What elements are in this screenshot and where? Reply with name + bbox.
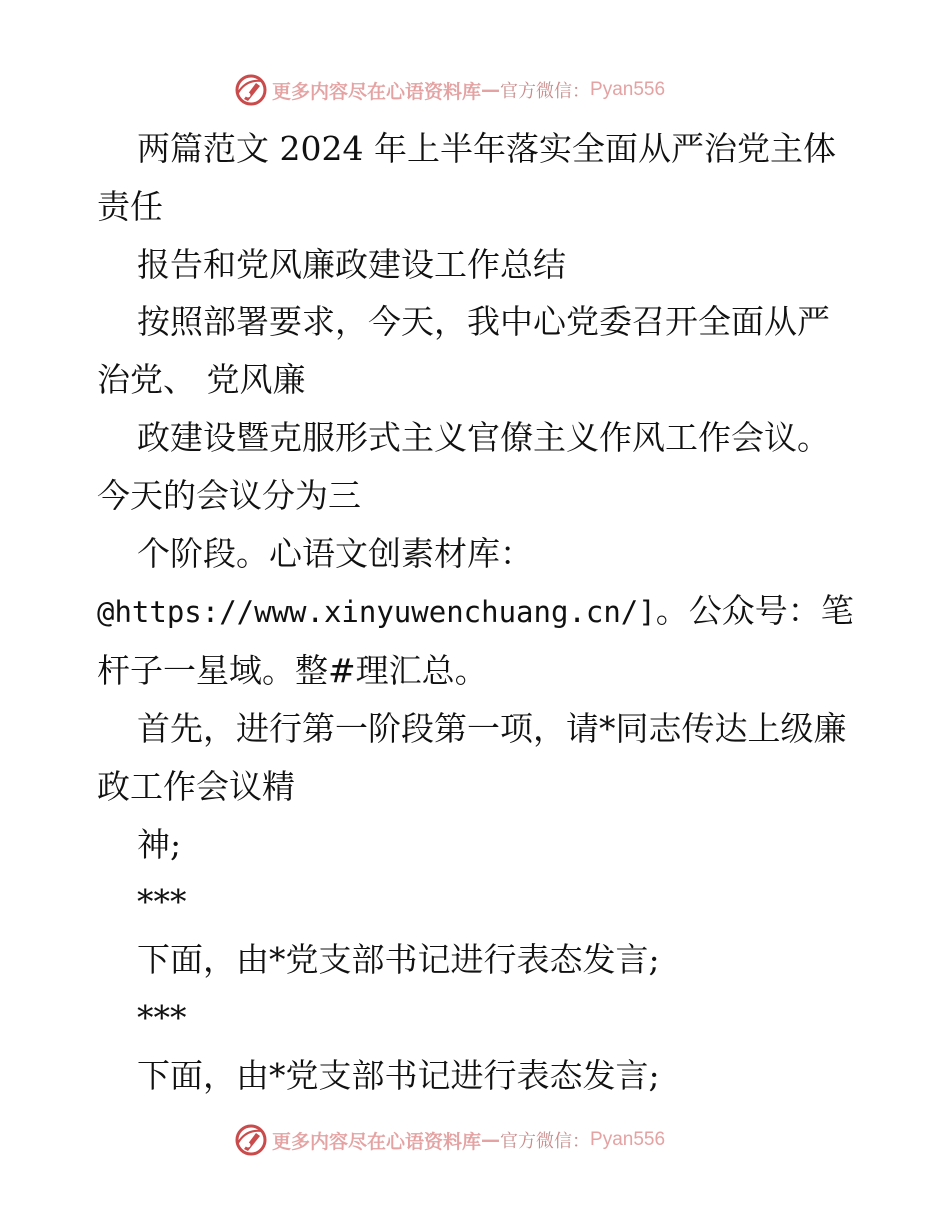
header-banner-dash: — <box>481 79 501 101</box>
paragraph-4 <box>97 1047 857 1105</box>
paragraph-1a <box>97 293 857 409</box>
footer-banner-text: 更多内容尽在心语资料库 <box>272 1130 482 1153</box>
header-banner-wechat-label: 官方微信： <box>500 81 591 102</box>
footer-banner-account: Pyan556 <box>590 1129 666 1150</box>
paragraph-1c-suffix: 。公众号：笔杆子一星域。整#理汇总。 <box>97 591 854 691</box>
paragraph-1c <box>97 525 857 700</box>
title-line-2: 报告和党风廉政建设工作总结 <box>137 244 566 284</box>
source-url-link[interactable]: @https://www.xinyuwenchuang.cn/] <box>97 595 656 630</box>
title-line-1: 两篇范文 2024 年上半年落实全面从严治党主体责任 <box>97 129 836 226</box>
paragraph-3-text: 下面，由*党支部书记进行表态发言; <box>137 940 660 980</box>
paragraph-4-text: 下面，由*党支部书记进行表态发言; <box>137 1055 660 1095</box>
paragraph-1b-text: 政建设暨克服形式主义官僚主义作风工作会议。今天的会议分为三 <box>97 417 830 515</box>
paragraph-3 <box>97 931 857 989</box>
paragraph-2a <box>97 700 857 816</box>
separator-1 <box>97 873 857 931</box>
header-banner <box>234 72 665 108</box>
document-title-continued <box>97 236 857 294</box>
footer-banner <box>234 1122 665 1158</box>
pen-nib-circle-logo-icon <box>234 73 268 107</box>
paragraph-1a-text: 按照部署要求，今天，我中心党委召开全面从严治党、 党风廉 <box>97 302 830 400</box>
document-body <box>97 120 857 1105</box>
footer-banner-wechat-label: 官方微信： <box>500 1131 591 1152</box>
paragraph-2a-text: 首先，进行第一阶段第一项，请*同志传达上级廉政工作会议精 <box>97 708 847 806</box>
header-banner-account: Pyan556 <box>590 79 666 100</box>
paragraph-2b-text: 神; <box>137 824 182 864</box>
paragraph-1c-prefix: 个阶段。心语文创素材库： <box>137 533 533 573</box>
pen-nib-circle-logo-icon <box>234 1123 268 1157</box>
footer-banner-dash: — <box>481 1129 501 1151</box>
document-title <box>97 120 857 236</box>
separator-2-text: *** <box>137 997 187 1037</box>
paragraph-1b <box>97 409 857 525</box>
header-banner-text: 更多内容尽在心语资料库 <box>272 80 482 103</box>
separator-2 <box>97 989 857 1047</box>
paragraph-2b <box>97 816 857 874</box>
separator-1-text: *** <box>137 882 187 922</box>
